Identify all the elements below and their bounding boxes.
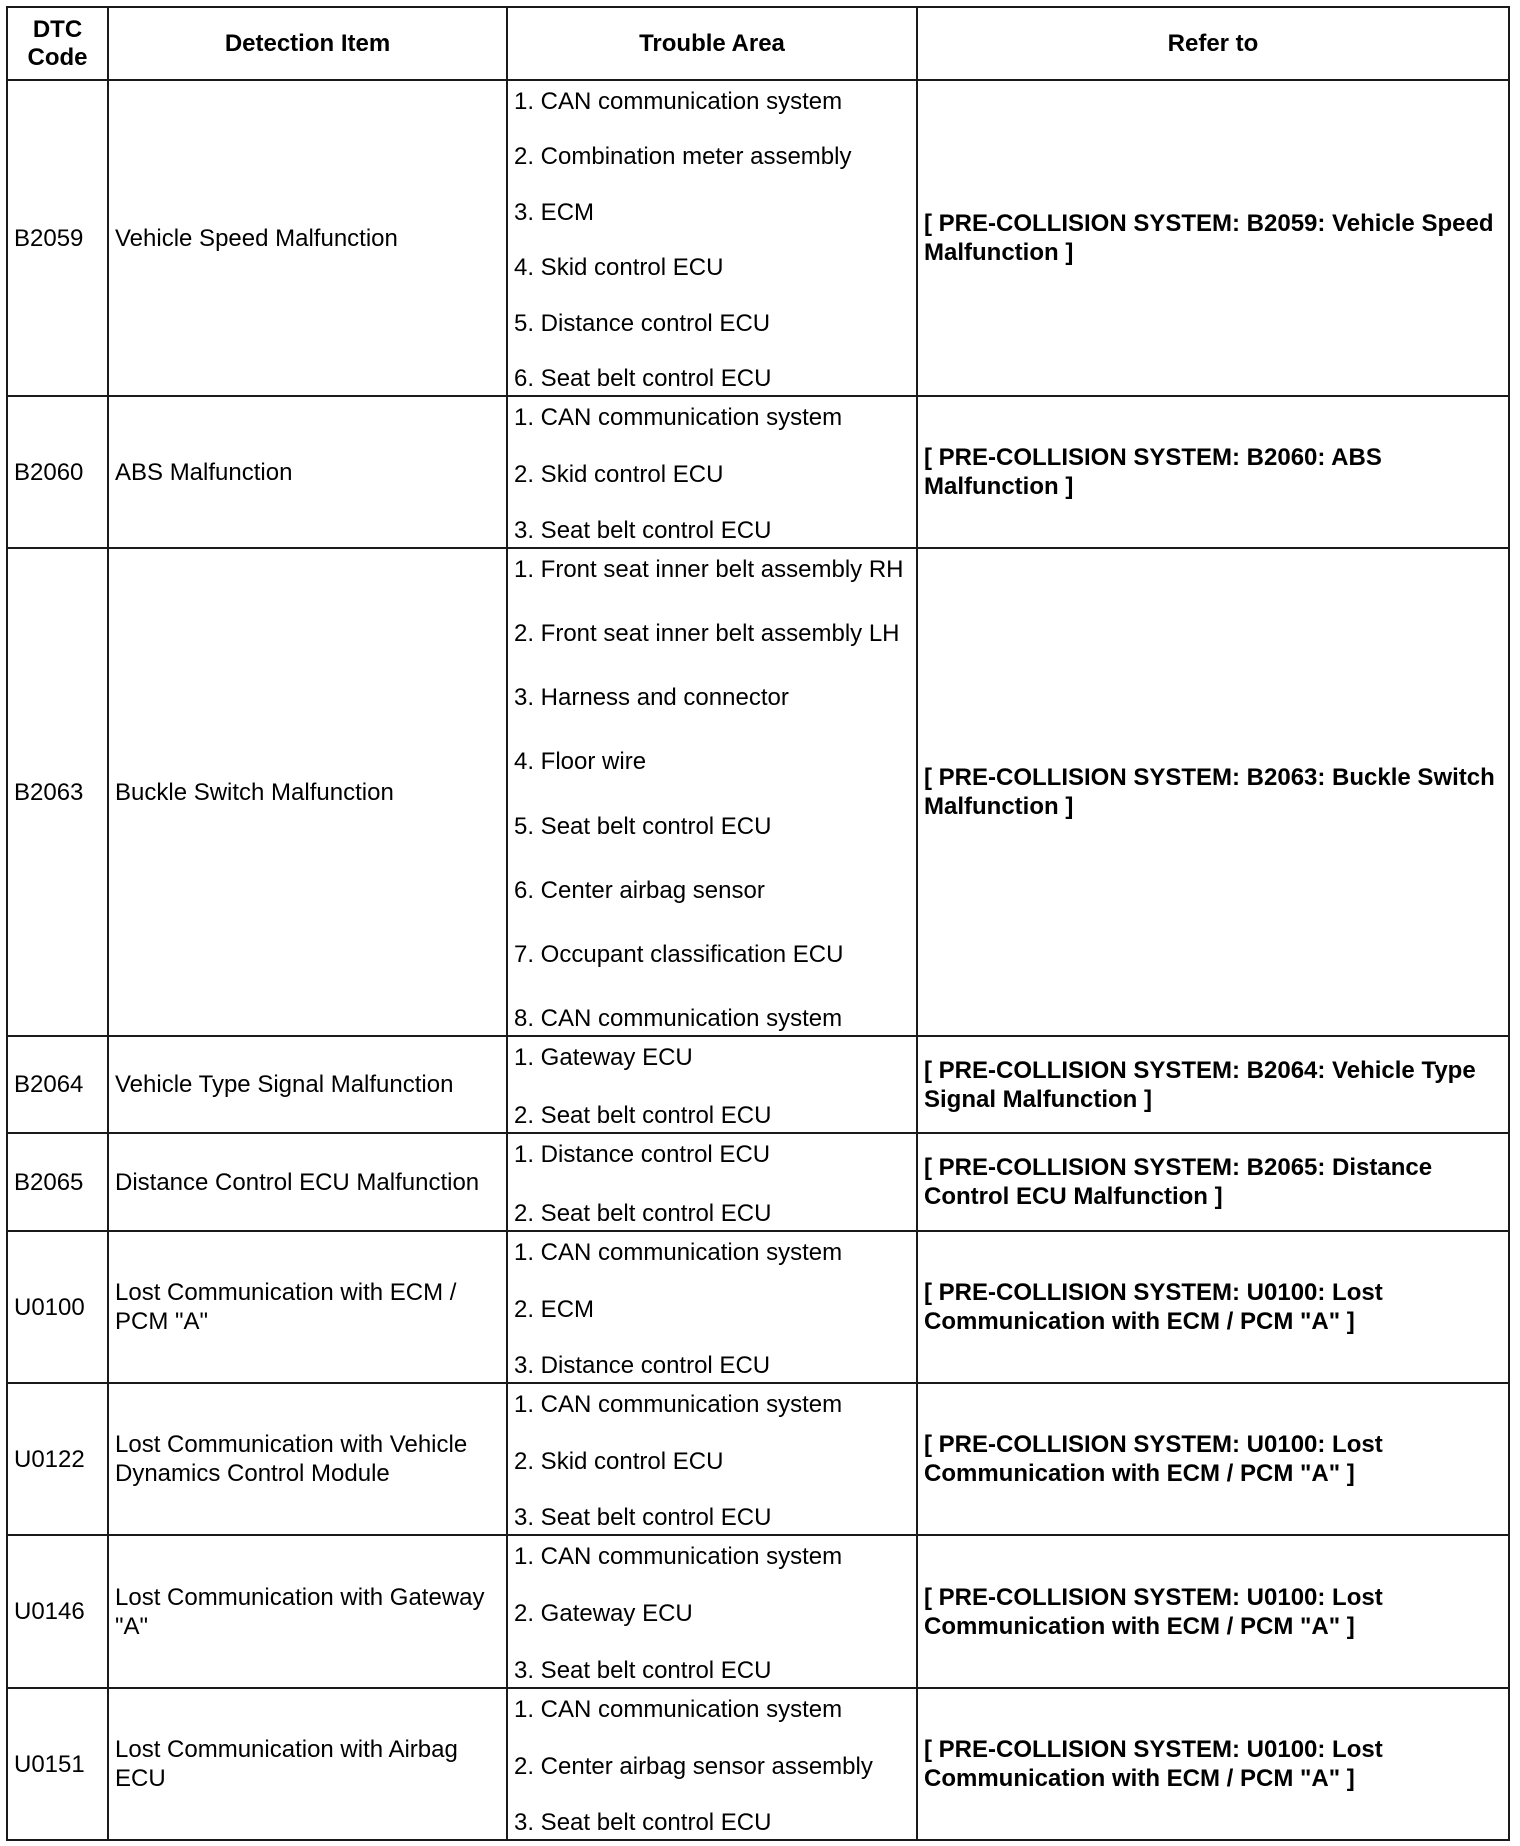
- trouble-area-item: 4. Skid control ECU: [514, 254, 724, 282]
- trouble-area-item: 2. Skid control ECU: [514, 1447, 724, 1475]
- trouble-area-item: 2. Combination meter assembly: [514, 143, 852, 171]
- trouble-area-item: 2. Front seat inner belt assembly LH: [514, 620, 900, 648]
- trouble-area-cell: [507, 1133, 917, 1231]
- dtc-table: [6, 6, 1510, 1841]
- trouble-area-cell: [507, 548, 917, 1036]
- trouble-area-item: 1. Gateway ECU: [514, 1044, 693, 1071]
- trouble-area-item: 1. Distance control ECU: [514, 1141, 771, 1168]
- detection-item-cell: Lost Communication with Gateway "A": [108, 1535, 507, 1688]
- trouble-area-cell: [507, 1036, 917, 1133]
- dtc-code-cell: B2064: [7, 1036, 108, 1133]
- table-row: [7, 1036, 1509, 1133]
- trouble-area-item: 2. Seat belt control ECU: [514, 1200, 772, 1227]
- trouble-area-cell: [507, 396, 917, 548]
- trouble-area-item: 2. ECM: [514, 1295, 595, 1323]
- table-row: [7, 80, 1509, 396]
- trouble-area-list: [514, 83, 910, 393]
- detection-item-cell: ABS Malfunction: [108, 396, 507, 548]
- trouble-area-list: [514, 1136, 910, 1228]
- trouble-area-item: 1. Front seat inner belt assembly RH: [514, 556, 904, 583]
- trouble-area-list: [514, 1386, 910, 1532]
- trouble-area-item: 7. Occupant classification ECU: [514, 940, 844, 968]
- trouble-area-list: [514, 1039, 910, 1130]
- refer-to-link[interactable]: [ PRE-COLLISION SYSTEM: U0100: Lost Communication with ECM / PCM "A" ]: [917, 1231, 1509, 1383]
- trouble-area-item: 1. CAN communication system: [514, 404, 843, 431]
- trouble-area-item: 1. CAN communication system: [514, 1696, 843, 1723]
- header-detection-item: Detection Item: [108, 7, 507, 80]
- header-trouble-area: Trouble Area: [507, 7, 917, 80]
- table-body: [7, 80, 1509, 1840]
- detection-item-cell: Lost Communication with Airbag ECU: [108, 1688, 507, 1840]
- header-dtc-code: DTC Code: [7, 7, 108, 80]
- trouble-area-item: 2. Skid control ECU: [514, 460, 724, 488]
- dtc-code-cell: U0146: [7, 1535, 108, 1688]
- table-row: [7, 1383, 1509, 1535]
- detection-item-cell: Vehicle Speed Malfunction: [108, 80, 507, 396]
- dtc-code-cell: U0100: [7, 1231, 108, 1383]
- trouble-area-item: 3. Harness and connector: [514, 684, 789, 712]
- trouble-area-item: 1. CAN communication system: [514, 1543, 843, 1570]
- trouble-area-item: 2. Gateway ECU: [514, 1600, 693, 1627]
- trouble-area-cell: [507, 1535, 917, 1688]
- refer-to-link[interactable]: [ PRE-COLLISION SYSTEM: B2059: Vehicle Speed Malfunction ]: [917, 80, 1509, 396]
- trouble-area-list: [514, 1691, 910, 1837]
- dtc-code-cell: B2060: [7, 396, 108, 548]
- dtc-code-cell: B2063: [7, 548, 108, 1036]
- trouble-area-list: [514, 551, 910, 1033]
- table-header: [7, 7, 1509, 80]
- trouble-area-item: 5. Distance control ECU: [514, 309, 771, 337]
- refer-to-link[interactable]: [ PRE-COLLISION SYSTEM: B2064: Vehicle Type Signal Malfunction ]: [917, 1036, 1509, 1133]
- trouble-area-list: [514, 1538, 910, 1685]
- trouble-area-item: 2. Center airbag sensor assembly: [514, 1752, 873, 1780]
- trouble-area-item: 3. Seat belt control ECU: [514, 1657, 772, 1684]
- trouble-area-item: 8. CAN communication system: [514, 1004, 843, 1032]
- refer-to-link[interactable]: [ PRE-COLLISION SYSTEM: B2065: Distance Control ECU Malfunction ]: [917, 1133, 1509, 1231]
- table-row: [7, 1535, 1509, 1688]
- detection-item-cell: Lost Communication with Vehicle Dynamics Control Module: [108, 1383, 507, 1535]
- trouble-area-item: 6. Seat belt control ECU: [514, 364, 772, 392]
- trouble-area-item: 3. ECM: [514, 198, 595, 226]
- refer-to-link[interactable]: [ PRE-COLLISION SYSTEM: U0100: Lost Communication with ECM / PCM "A" ]: [917, 1535, 1509, 1688]
- trouble-area-item: 5. Seat belt control ECU: [514, 812, 772, 840]
- dtc-code-cell: U0151: [7, 1688, 108, 1840]
- detection-item-cell: Distance Control ECU Malfunction: [108, 1133, 507, 1231]
- trouble-area-item: 1. CAN communication system: [514, 1239, 843, 1266]
- dtc-code-cell: B2065: [7, 1133, 108, 1231]
- trouble-area-list: [514, 1234, 910, 1380]
- table-row: [7, 1231, 1509, 1383]
- detection-item-cell: Vehicle Type Signal Malfunction: [108, 1036, 507, 1133]
- trouble-area-item: 3. Distance control ECU: [514, 1352, 771, 1379]
- trouble-area-item: 6. Center airbag sensor: [514, 876, 765, 904]
- detection-item-cell: Buckle Switch Malfunction: [108, 548, 507, 1036]
- trouble-area-item: 3. Seat belt control ECU: [514, 517, 772, 544]
- table-row: [7, 1133, 1509, 1231]
- header-refer-to: Refer to: [917, 7, 1509, 80]
- trouble-area-cell: [507, 80, 917, 396]
- dtc-code-cell: B2059: [7, 80, 108, 396]
- trouble-area-item: 1. CAN communication system: [514, 1391, 843, 1418]
- trouble-area-cell: [507, 1231, 917, 1383]
- refer-to-link[interactable]: [ PRE-COLLISION SYSTEM: B2063: Buckle Switch Malfunction ]: [917, 548, 1509, 1036]
- trouble-area-cell: [507, 1688, 917, 1840]
- trouble-area-item: 1. CAN communication system: [514, 88, 843, 115]
- table-row: [7, 396, 1509, 548]
- refer-to-link[interactable]: [ PRE-COLLISION SYSTEM: B2060: ABS Malfunction ]: [917, 396, 1509, 548]
- refer-to-link[interactable]: [ PRE-COLLISION SYSTEM: U0100: Lost Communication with ECM / PCM "A" ]: [917, 1688, 1509, 1840]
- table-row: [7, 1688, 1509, 1840]
- refer-to-link[interactable]: [ PRE-COLLISION SYSTEM: U0100: Lost Communication with ECM / PCM "A" ]: [917, 1383, 1509, 1535]
- trouble-area-list: [514, 399, 910, 545]
- trouble-area-item: 3. Seat belt control ECU: [514, 1504, 772, 1531]
- table-row: [7, 548, 1509, 1036]
- trouble-area-item: 2. Seat belt control ECU: [514, 1102, 772, 1129]
- detection-item-cell: Lost Communication with ECM / PCM "A": [108, 1231, 507, 1383]
- trouble-area-item: 4. Floor wire: [514, 748, 647, 776]
- dtc-code-cell: U0122: [7, 1383, 108, 1535]
- header-row: [7, 7, 1509, 80]
- trouble-area-item: 3. Seat belt control ECU: [514, 1809, 772, 1836]
- trouble-area-cell: [507, 1383, 917, 1535]
